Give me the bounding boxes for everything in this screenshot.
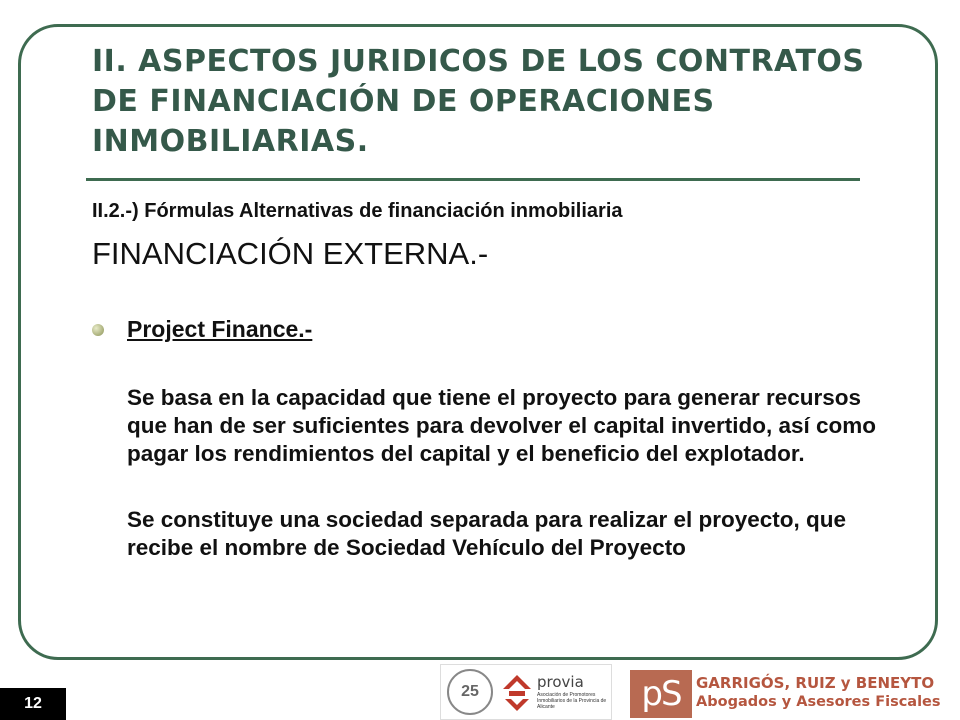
provia-subtitle: Asociación de Promotores Inmobiliarios de la Provincia de Alicante [537, 692, 607, 710]
title-divider [86, 178, 860, 181]
slide-title: II. ASPECTOS JURIDICOS DE LOS CONTRATOS DE FINANCIACIÓN DE OPERACIONES INMOBILIARIAS. [92, 44, 865, 159]
firm-name: GARRIGÓS, RUIZ y BENEYTO [696, 674, 935, 692]
bullet-icon [92, 324, 104, 336]
anniversary-seal-icon [447, 669, 493, 715]
seal-number: 25 [461, 683, 479, 700]
provia-name: provia [537, 673, 584, 691]
provia-logo [440, 664, 612, 720]
slide-subtitle: II.2.-) Fórmulas Alternativas de financiación inmobiliaria [92, 200, 623, 222]
paragraph-1: Se basa en la capacidad que tiene el proyecto para generar recursos que han de ser suficientes para devolver el capital invertido, así como pagar los rendimientos del capital y el beneficio del explotador. [127, 385, 877, 466]
paragraph-2: Se constituye una sociedad separada para realizar el proyecto, que recibe el nombre de Sociedad Vehículo del Proyecto [127, 507, 847, 560]
firm-logo-icon: pS [630, 670, 692, 718]
provia-house-icon [501, 673, 533, 713]
bullet-heading: Project Finance.- [127, 316, 313, 342]
section-heading: FINANCIACIÓN EXTERNA.- [92, 236, 489, 271]
firm-subtitle: Abogados y Asesores Fiscales [696, 694, 941, 710]
slide-number: 12 [0, 688, 66, 720]
